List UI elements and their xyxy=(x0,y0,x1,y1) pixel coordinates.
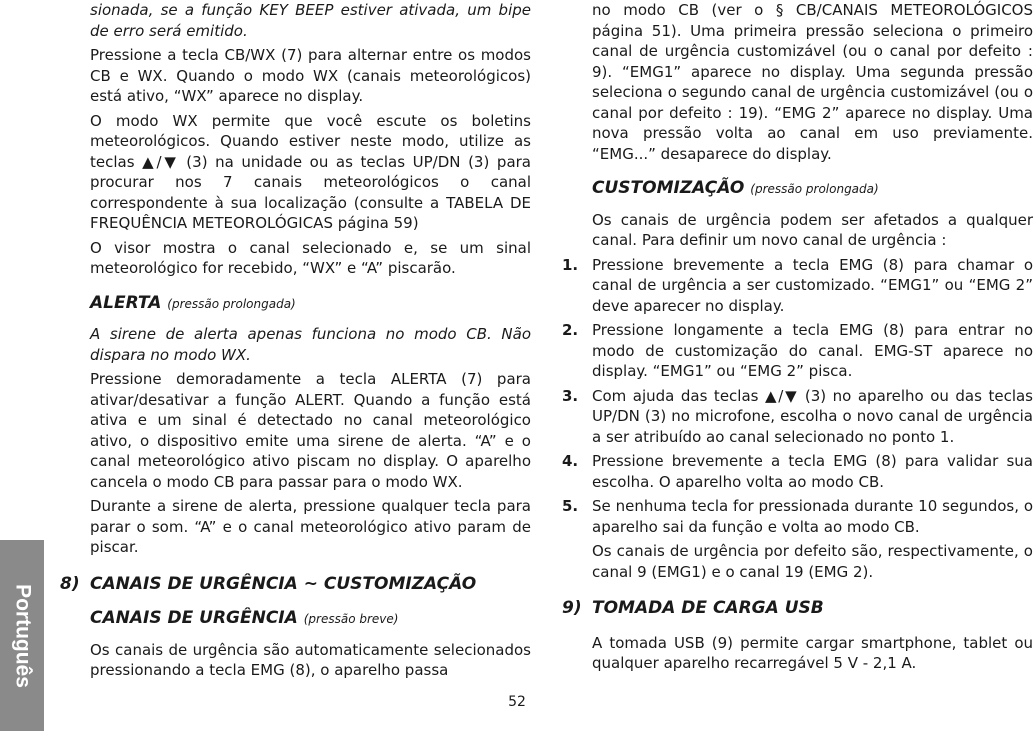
list-item xyxy=(562,320,1033,382)
step-number: 1. xyxy=(562,255,579,274)
step-number: 4. xyxy=(562,452,579,470)
step-number: 2. xyxy=(562,321,579,339)
paragraph: Pressione demoradamente a tecla ALERTA (7) para ativar/desativar a função ALERT. Quando a função está ativa e um sinal é detectado no canal meteorológico ativo, o dispositivo emite uma sirene de alerta. “A” e o canal meteorológico ativo piscam no display. O aparelho cancela o modo CB para passar para o modo WX. xyxy=(90,370,531,491)
chapter-number: 8) xyxy=(60,573,80,594)
step-text: Com ajuda das teclas ▲/▼ (3) no aparelho ou das teclas UP/DN (3) no microfone, escolha o novo canal de urgência a ser atribuído ao canal selecionado no ponto 1. xyxy=(592,386,1033,446)
language-tab-label: Português xyxy=(11,584,35,688)
paragraph: Os canais de urgência são automaticamente selecionados pressionando a tecla EMG (8), o aparelho passa xyxy=(90,640,531,679)
chapter-number: 9) xyxy=(562,598,582,618)
list-item xyxy=(562,255,1033,317)
step-text: Pressione brevemente a tecla EMG (8) para validar sua escolha. O aparelho volta ao modo CB. xyxy=(592,452,1033,491)
paragraph: A tomada USB (9) permite cargar smartphone, tablet ou qualquer aparelho recarregável 5 V - 2,1 A. xyxy=(592,633,1033,672)
chapter-heading-9 xyxy=(562,598,1033,619)
list-item xyxy=(562,386,1033,448)
chapter-title: CANAIS DE URGÊNCIA ~ CUSTOMIZAÇÃO xyxy=(90,573,477,594)
paragraph: Durante a sirene de alerta, pressione qualquer tecla para parar o som. “A” e o canal meteorológico ativo param de piscar. xyxy=(90,497,531,556)
chapter-heading-8 xyxy=(60,573,531,595)
list-item xyxy=(562,496,1033,537)
paragraph: no modo CB (ver o § CB/CANAIS METEOROLÓGICOS página 51). Uma primeira pressão seleciona o primeiro canal de urgência customizável (ou o canal por defeito : 9). “EMG1” aparece no display. Uma segunda pressão seleciona o segundo canal de urgência customizável (ou o canal por defeito : 19). “EMG 2” aparece no display. Uma nova pressão volta ao canal em uso previamente. “EMG...” desaparece do display. xyxy=(592,1,1033,163)
right-column xyxy=(562,0,1033,678)
chapter-title: TOMADA DE CARGA USB xyxy=(592,598,824,618)
paragraph: O modo WX permite que você escute os boletins meteorológicos. Quando estiver neste modo, utilize as teclas ▲/▼ (3) na unidade ou as teclas UP/DN (3) para procurar nos 7 canais meteorológicos o canal correspondente à sua localização (consulte a TABELA DE FREQUÊNCIA METEOROLÓGICAS página 59) xyxy=(90,111,531,232)
section-title: CANAIS DE URGÊNCIA xyxy=(90,608,298,628)
section-note: (pressão prolongada) xyxy=(750,182,879,196)
step-number: 3. xyxy=(562,386,579,405)
list-item xyxy=(562,451,1033,492)
section-heading-emg xyxy=(90,608,531,630)
section-heading-customizacao xyxy=(592,178,1033,200)
step-text: Se nenhuma tecla for pressionada durante 10 segundos, o aparelho sai da função e volta ao modo CB. xyxy=(592,497,1033,536)
paragraph: O visor mostra o canal selecionado e, se um sinal meteorológico for recebido, “WX” e “A” piscarão. xyxy=(90,238,531,277)
section-title: CUSTOMIZAÇÃO xyxy=(592,178,745,198)
page-number: 52 xyxy=(508,694,526,710)
section-heading-alerta xyxy=(90,293,531,315)
paragraph: Os canais de urgência podem ser afetados a qualquer canal. Para definir um novo canal de urgência : xyxy=(592,210,1033,249)
section-note: (pressão breve) xyxy=(303,612,399,626)
left-column xyxy=(60,0,531,685)
paragraph: Os canais de urgência por defeito são, respectivamente, o canal 9 (EMG1) e o canal 19 (EMG 2). xyxy=(592,542,1033,581)
section-note: (pressão prolongada) xyxy=(167,296,296,311)
paragraph: A sirene de alerta apenas funciona no modo CB. Não dispara no modo WX. xyxy=(90,325,531,364)
step-text: Pressione brevemente a tecla EMG (8) para chamar o canal de urgência a ser customizado. “EMG1” ou “EMG 2” deve aparecer no display. xyxy=(592,255,1033,315)
step-number: 5. xyxy=(562,497,579,515)
step-text: Pressione longamente a tecla EMG (8) para entrar no modo de customização do canal. EMG-ST aparece no display. “EMG1” ou “EMG 2” pisca. xyxy=(592,321,1033,380)
paragraph: sionada, se a função KEY BEEP estiver ativada, um bipe de erro será emitido. xyxy=(90,1,531,40)
paragraph: Pressione a tecla CB/WX (7) para alternar entre os modos CB e WX. Quando o modo WX (canais meteorológicos) está ativo, “WX” aparece no display. xyxy=(90,46,531,105)
section-title: ALERTA xyxy=(90,292,162,313)
